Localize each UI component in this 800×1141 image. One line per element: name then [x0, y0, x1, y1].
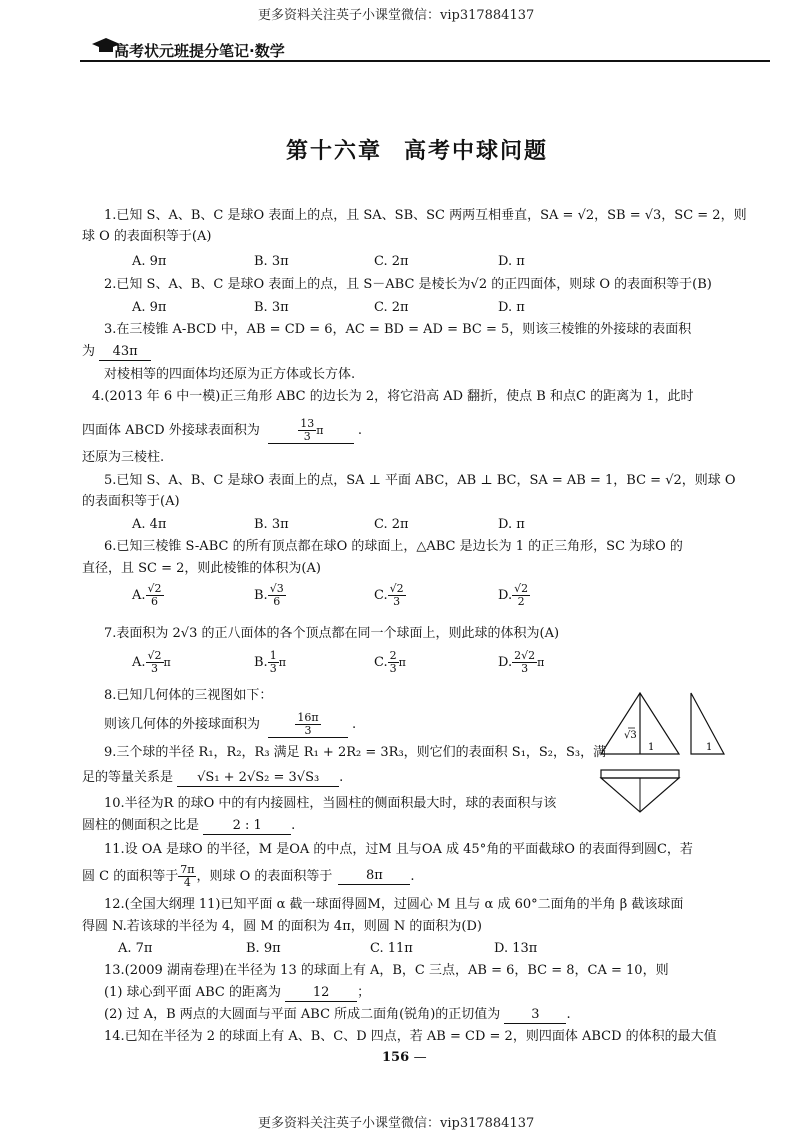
p7-option-b-den: 3	[269, 662, 277, 675]
page-number: 156 —	[382, 1050, 427, 1065]
p3-answer: 43π	[99, 344, 151, 361]
p2-option-b: B. 3π	[254, 300, 289, 315]
p6-option-d	[498, 583, 530, 608]
p6-option-c	[374, 583, 406, 608]
front-view-height-label: √3	[624, 730, 637, 741]
problem-13-line-2: (1) 球心到平面 ABC 的距离为 12 ；	[104, 985, 371, 1000]
p11-frac-den: 4	[183, 876, 191, 889]
chapter-number: 第十六章	[286, 139, 383, 164]
problem-11-line-1: 11.设 OA 是球O 的半径，M 是OA 的中点，过M 且与OA 成 45°角的平面截球O 的表面得到圆C，若	[104, 842, 693, 857]
chapter-title: 高考中球问题	[404, 139, 549, 164]
problem-11-line-2: 圆 C 的面积等于 $\frac{7\pi}{4}$ ，则球 O 的表面积等于 8π .	[82, 863, 415, 889]
page-number-value: 156	[382, 1050, 410, 1065]
problem-8-line-2: 则该几何体的外接球面积为 $\frac{16\pi}{3}$ .	[104, 711, 357, 737]
p11-mid: ，则球 O 的表面积等于	[196, 868, 333, 884]
p6-option-a	[132, 583, 164, 608]
problem-9-line-2: 足的等量关系是 √S₁ + 2√S₂ = 3√S₃ .	[82, 770, 344, 785]
p13-part2-answer: 3	[504, 1007, 566, 1024]
p6-option-c-label: C.	[374, 587, 388, 603]
problem-3-line-1: 3.在三棱锥 A-BCD 中，AB = CD = 6，AC = BD = AD = BC = 5，则该三棱锥的外接球的表面积	[104, 322, 692, 337]
p7-option-b-num: 1	[269, 649, 277, 662]
problem-1-line-1: 1.已知 S、A、B、C 是球O 表面上的点，且 SA、SB、SC 两两互相垂直，SA = √2，SB = √3，SC = 2，则	[104, 208, 747, 223]
p7-option-a-label: A.	[132, 654, 146, 670]
p7-option-a-suffix: π	[163, 655, 171, 669]
problem-10-line-2: 圆柱的侧面积之比是 2 : 1 .	[82, 818, 296, 833]
p6-option-b-label: B.	[254, 587, 268, 603]
p7-option-a-num: √2	[147, 649, 162, 662]
watermark-bottom: 更多资料关注英子小课堂微信：vip317884137	[258, 1116, 535, 1131]
three-view-figure	[598, 690, 758, 822]
p11-answer: 8π	[338, 868, 410, 885]
header-rule	[80, 60, 770, 62]
problem-4-note: 还原为三棱柱.	[82, 450, 165, 465]
p1-option-a: A. 9π	[132, 254, 167, 269]
p6-option-d-label: D.	[498, 587, 513, 603]
p13-part2-prefix: (2) 过 A，B 两点的大圆面与平面 ABC 所成二面角(锐角)的正切值为	[104, 1007, 501, 1022]
p10-prefix: 圆柱的侧面积之比是	[82, 818, 200, 833]
p6-option-b	[254, 583, 286, 608]
book-title: 高考状元班提分笔记·数学	[114, 42, 285, 60]
p3-prefix: 为	[82, 344, 96, 359]
p5-option-d: D. π	[498, 517, 525, 532]
p4-answer-suffix: π	[316, 424, 324, 437]
problem-5-line-2: 的表面积等于(A)	[82, 494, 180, 509]
front-view	[601, 693, 679, 754]
p7-option-a-den: 3	[151, 662, 159, 675]
p4-answer	[268, 418, 354, 444]
p7-option-d-suffix: π	[537, 655, 545, 669]
problem-4-line-2: 四面体 ABCD 外接球表面积为 $\frac{13}{3}$ π .	[82, 417, 362, 443]
p12-option-c: C. 11π	[370, 941, 413, 956]
problem-1-line-2: 球 O 的表面积等于(A)	[82, 229, 212, 244]
p12-option-a: A. 7π	[118, 941, 153, 956]
p1-option-c: C. 2π	[374, 254, 409, 269]
problem-13-line-1: 13.(2009 湖南卷理)在半径为 13 的球面上有 A，B，C 三点，AB = 6，BC = 8，CA = 10，则	[104, 963, 669, 978]
p4-prefix: 四面体 ABCD 外接球表面积为	[82, 423, 260, 438]
p8-prefix: 则该几何体的外接球面积为	[104, 717, 261, 732]
problem-9-line-1: 9.三个球的半径 R₁，R₂，R₃ 满足 R₁ + 2R₂ = 3R₃，则它们的表面积 S₁，S₂，S₃，满	[104, 745, 607, 760]
p8-answer-den: 3	[304, 724, 312, 737]
side-view-base-label: 1	[706, 742, 713, 753]
p13-part1-prefix: (1) 球心到平面 ABC 的距离为	[104, 985, 281, 1000]
p5-option-a: A. 4π	[132, 517, 167, 532]
p6-option-d-num: √2	[514, 582, 529, 595]
p6-option-a-label: A.	[132, 587, 146, 603]
p7-option-d-num: 2√2	[514, 649, 536, 662]
p6-option-b-num: √3	[269, 582, 284, 595]
p13-part1-answer: 12	[285, 985, 357, 1002]
p6-option-a-den: 6	[151, 595, 159, 608]
p7-option-c-label: C.	[374, 654, 388, 670]
p7-option-a	[132, 650, 171, 675]
problem-4-line-1: 4.(2013 年 6 中一模)正三角形 ABC 的边长为 2，将它沿高 AD 翻折，使点 B 和点C 的距离为 1，此时	[92, 389, 694, 404]
p2-option-c: C. 2π	[374, 300, 409, 315]
problem-10-line-1: 10.半径为R 的球O 中的有内接圆柱，当圆柱的侧面积最大时，球的表面积与该	[104, 796, 557, 811]
p6-option-c-den: 3	[393, 595, 401, 608]
problem-3-note: 对棱相等的四面体均还原为正方体或长方体.	[104, 367, 356, 382]
p7-option-c-den: 3	[389, 662, 397, 675]
p7-option-c-num: 2	[389, 649, 397, 662]
p7-option-b-suffix: π	[278, 655, 286, 669]
p12-option-b: B. 9π	[246, 941, 281, 956]
problem-12-line-1: 12.(全国大纲理 11)已知平面 α 截一球面得圆M，过圆心 M 且与 α 成 60°二面角的半角 β 截该球面	[104, 897, 684, 912]
p7-option-c	[374, 650, 406, 675]
p7-option-c-suffix: π	[398, 655, 406, 669]
side-view	[691, 693, 724, 754]
p6-option-c-num: √2	[389, 582, 404, 595]
p1-option-b: B. 3π	[254, 254, 289, 269]
p5-option-c: C. 2π	[374, 517, 409, 532]
p6-option-a-num: √2	[147, 582, 162, 595]
problem-14-line-1: 14.已知在半径为 2 的球面上有 A、B、C、D 四点，若 AB = CD = 2，则四面体 ABCD 的体积的最大值	[104, 1029, 717, 1044]
p6-option-d-den: 2	[517, 595, 525, 608]
p11-prefix: 圆 C 的面积等于	[82, 868, 179, 884]
p2-option-a: A. 9π	[132, 300, 167, 315]
problem-8-line-1: 8.已知几何体的三视图如下：	[104, 688, 273, 703]
problem-7-line-1: 7.表面积为 2√3 的正八面体的各个顶点都在同一个球面上，则此球的体积为(A)	[104, 626, 560, 641]
p12-option-d: D. 13π	[494, 941, 538, 956]
p7-option-d-den: 3	[521, 662, 529, 675]
problem-5-line-1: 5.已知 S、A、B、C 是球O 表面上的点，SA ⊥ 平面 ABC，AB ⊥ BC，SA = AB = 1，BC = √2，则球 O	[104, 473, 736, 488]
p11-frac-num: 7π	[180, 863, 195, 876]
p7-option-d	[498, 650, 544, 675]
p8-answer	[268, 712, 348, 738]
p7-option-b	[254, 650, 286, 675]
problem-6-line-2: 直径，且 SC = 2，则此棱锥的体积为(A)	[82, 561, 321, 576]
problem-2-line-1: 2.已知 S、A、B、C 是球O 表面上的点，且 S－ABC 是棱长为√2 的正四面体，则球 O 的表面积等于(B)	[104, 277, 712, 292]
front-view-base-label: 1	[648, 742, 655, 753]
p4-answer-num: 13	[300, 417, 315, 430]
p4-answer-den: 3	[303, 430, 311, 443]
watermark-top: 更多资料关注英子小课堂微信：vip317884137	[258, 8, 535, 23]
top-view	[601, 770, 679, 812]
problem-3-line-2	[82, 344, 151, 361]
p1-option-d: D. π	[498, 254, 525, 269]
p2-option-d: D. π	[498, 300, 525, 315]
p7-option-d-label: D.	[498, 654, 513, 670]
p9-answer: √S₁ + 2√S₂ = 3√S₃	[177, 770, 339, 787]
problem-12-line-2: 得圆 N.若该球的半径为 4，圆 M 的面积为 4π，则圆 N 的面积为(D)	[82, 919, 482, 934]
p5-option-b: B. 3π	[254, 517, 289, 532]
problem-13-line-3: (2) 过 A，B 两点的大圆面与平面 ABC 所成二面角(锐角)的正切值为 3 .	[104, 1007, 571, 1022]
p9-prefix: 足的等量关系是	[82, 770, 174, 785]
problem-6-line-1: 6.已知三棱锥 S-ABC 的所有顶点都在球O 的球面上，△ABC 是边长为 1 的正三角形，SC 为球O 的	[104, 539, 683, 554]
p6-option-b-den: 6	[273, 595, 281, 608]
p8-answer-num: 16π	[297, 711, 319, 724]
p7-option-b-label: B.	[254, 654, 268, 670]
p10-answer: 2 : 1	[203, 818, 291, 835]
